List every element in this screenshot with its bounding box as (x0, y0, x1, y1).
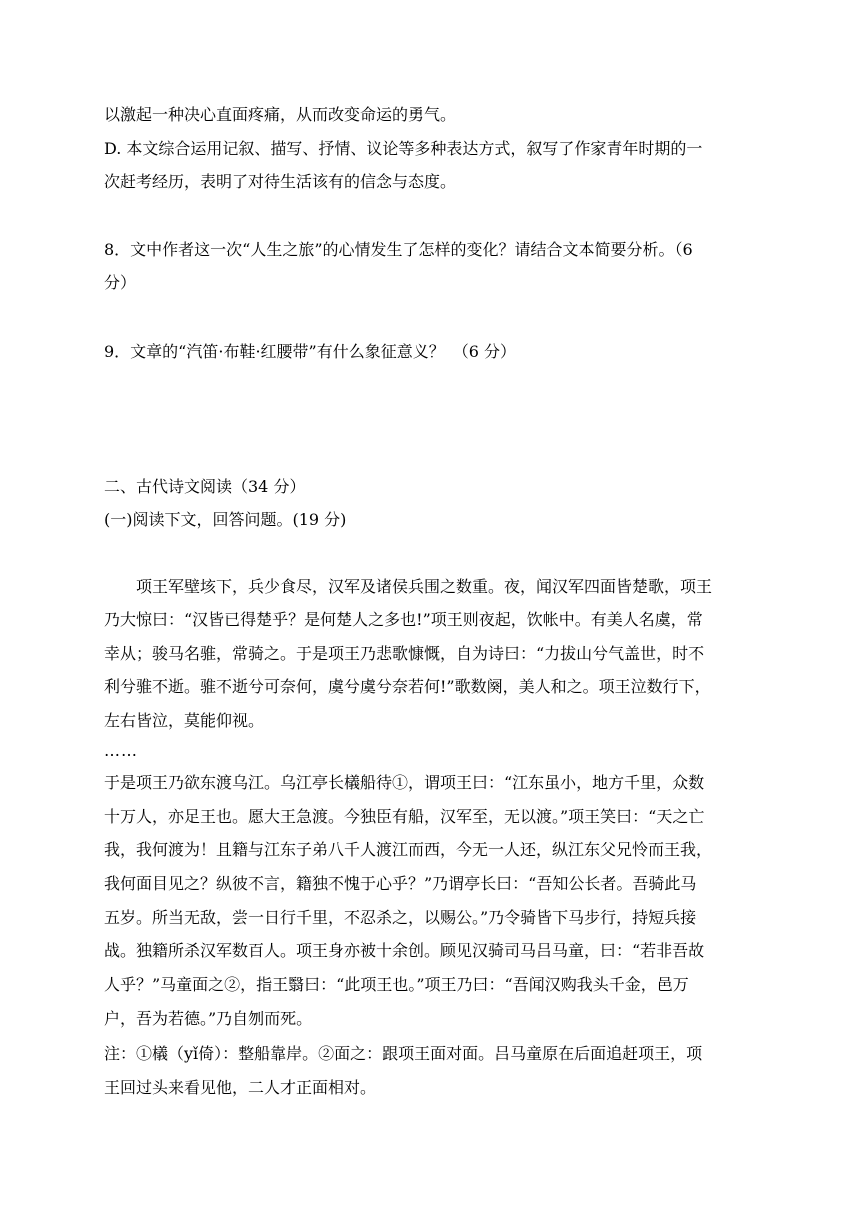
option-d-line-2: 次赶考经历，表明了对待生活该有的信念与态度。 (104, 172, 457, 191)
passage-line: 幸从；骏马名骓，常骑之。于是项王乃悲歌慷慨，自为诗曰：“力拔山兮气盖世，时不 (104, 644, 705, 663)
passage-line: 于是项王乃欲东渡乌江。乌江亭长檥船待①，谓项王曰：“江东虽小，地方千里，众数 (104, 773, 705, 792)
note-line-1: 注：①檥（yǐ倚）：整船靠岸。②面之：跟项王面对面。吕马童原在后面追赶项王，项 (104, 1044, 703, 1063)
passage-line: 我何面目见之？纵彼不言，籍独不愧于心乎？”乃谓亭长曰：“吾知公长者。吾骑此马 (104, 874, 697, 893)
passage-line: 乃大惊曰：“汉皆已得楚乎？是何楚人之多也!”项王则夜起，饮帐中。有美人名虞，常 (104, 610, 703, 629)
option-c-tail: 以激起一种决心直面疼痛，从而改变命运的勇气。 (104, 105, 457, 124)
passage-line: 十万人，亦足王也。愿大王急渡。今独臣有船，汉军至，无以渡。”项王笑曰：“天之亡 (104, 807, 705, 826)
question-9: 9．文章的“汽笛·布鞋·红腰带”有什么象征意义？ （6 分） (104, 342, 516, 361)
section-heading: 二、古代诗文阅读（34 分） (104, 477, 306, 496)
passage-ellipsis: …… (104, 741, 138, 760)
section-sub-heading: (一)阅读下文，回答问题。(19 分) (104, 510, 347, 529)
option-d-line-1: D. 本文综合运用记叙、描写、抒情、议论等多种表达方式，叙写了作家青年时期的一 (104, 139, 703, 158)
passage-line: 项王军壁垓下，兵少食尽，汉军及诸侯兵围之数重。夜，闻汉军四面皆楚歌，项王 (136, 577, 713, 596)
question-8-line-2: 分） (104, 273, 137, 292)
passage-line: 人乎？”马童面之②，指王翳曰：“此项王也。”项王乃曰：“吾闻汉购我头千金，邑万 (104, 975, 689, 994)
passage-line: 我，我何渡为！且籍与江东子弟八千人渡江而西，今无一人还，纵江东父兄怜而王我， (104, 840, 713, 859)
passage-line: 左右皆泣，莫能仰视。 (104, 711, 265, 730)
passage-line: 户，吾为若德。”乃自刎而死。 (104, 1009, 313, 1028)
note-line-2: 王回过头来看见他，二人才正面相对。 (104, 1078, 377, 1097)
passage-line: 五岁。所当无敌，尝一日行千里，不忍杀之，以赐公。”乃令骑皆下马步行，持短兵接 (104, 908, 697, 927)
question-8-line-1: 8．文中作者这一次“人生之旅”的心情发生了怎样的变化？请结合文本简要分析。（6 (104, 240, 693, 259)
passage-line: 战。独籍所杀汉军数百人。项王身亦被十余创。顾见汉骑司马吕马童，曰：“若非吾故 (104, 941, 705, 960)
passage-line: 利兮骓不逝。骓不逝兮可奈何，虞兮虞兮奈若何!”歌数阕，美人和之。项王泣数行下， (104, 677, 711, 696)
